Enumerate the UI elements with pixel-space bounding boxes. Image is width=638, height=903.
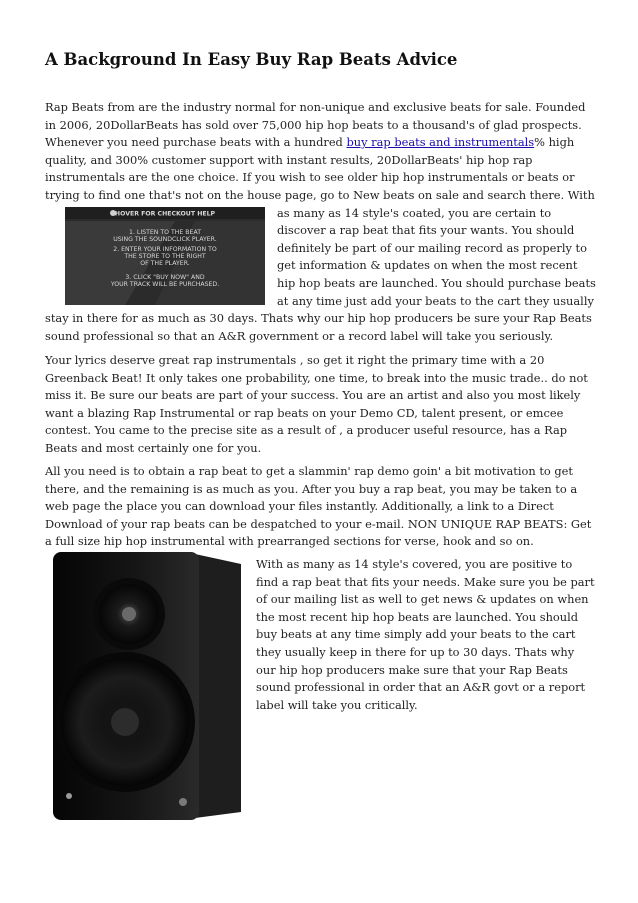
studio-speaker-image <box>45 550 245 822</box>
intro-text-start: Rap Beats from are the industry normal for non-unique and exclusive beats for sale. Founded in 2006, 20DollarBeats has sold over 75,000 hip hop beats to a thousand's of glad prospects. Whenever you need purchase beats with a hundred <box>45 100 586 150</box>
promo-step-line: 3. CLICK "BUY NOW" AND <box>125 273 205 281</box>
promo-step-line: USING THE SOUNDCLICK PLAYER. <box>113 235 217 243</box>
intro-text-end: % high quality, and 300% customer support with instant results, 20DollarBeats' hip hop rap instrumentals are the one choice. If you wish to see older hip hop instrumentals or beats or trying to find one that's not on the house page, go to New beats on sale and search there. <box>45 135 575 202</box>
promo-step-line: THE STORE TO THE RIGHT <box>124 252 206 260</box>
paragraph-lyrics: Your lyrics deserve great rap instrumentals , so get it right the primary time with a 20 Greenback Beat! It only takes one probability, one time, to break into the music trade.. do not miss it. Be sure our beats are part of your success. You are an artist and also you most likely want a blazing Rap Instrumental or rap beats on your Demo CD, talent present, or emcee contest. You came to the precise site as a result of , a producer useful resource, has a Rap Beats and most certainly one for you. <box>45 353 588 455</box>
buy-rap-beats-link[interactable]: buy rap beats and instrumentals <box>346 135 535 150</box>
checkout-help-image <box>65 207 265 305</box>
promo-step-line: OF THE PLAYER. <box>140 259 190 267</box>
promo-header: HOVER FOR CHECKOUT HELP <box>114 210 216 218</box>
promo-step-line: 2. ENTER YOUR INFORMATION TO <box>113 245 217 253</box>
paragraph-styles: With as many as 14 style's covered, you are positive to find a rap beat that fits your needs. Make sure you be part of our mailing list as well to get news & updates on when the most recent hip hop beats are launched. You should buy beats at any time simply add your beats to the cart they usually keep in there for up to 30 days. Thats why our hip hop producers make sure that your Rap Beats sound professional in order that an A&R govt or a report label will take you critically. <box>256 557 595 712</box>
promo-step-line: YOUR TRACK WILL BE PURCHASED. <box>110 280 220 288</box>
intro-text-continued: With as many as 14 style's coated, you are certain to discover a rap beat that fits your wants. You should definitely be part of our mailing record as properly to get information & updates on when the most recent hip hop beats are launched. You should purchase beats at any time just add your beats to the cart they usually stay in there for as much as 30 days. Thats why our hip hop producers be sure your Rap Beats sound professional so that an A&R government or a record label will take you seriously. <box>45 187 596 343</box>
paragraph-download: All you need is to obtain a rap beat to get a slammin' rap demo goin' a bit motivation to get there, and the remaining is as much as you. After you buy a rap beat, you may be taken to a web page the place you can download your files instantly. Additionally, a link to a Direct Download of your rap beats can be despatched to your e-mail. NON UNIQUE RAP BEATS: Get a full size hip hop instrumental with prearranged sections for verse, hook and so on. <box>45 464 592 549</box>
page-title: A Background In Easy Buy Rap Beats Advice <box>45 50 458 69</box>
promo-step-line: 1. LISTEN TO THE BEAT <box>129 228 201 236</box>
paragraph-intro <box>45 99 598 345</box>
